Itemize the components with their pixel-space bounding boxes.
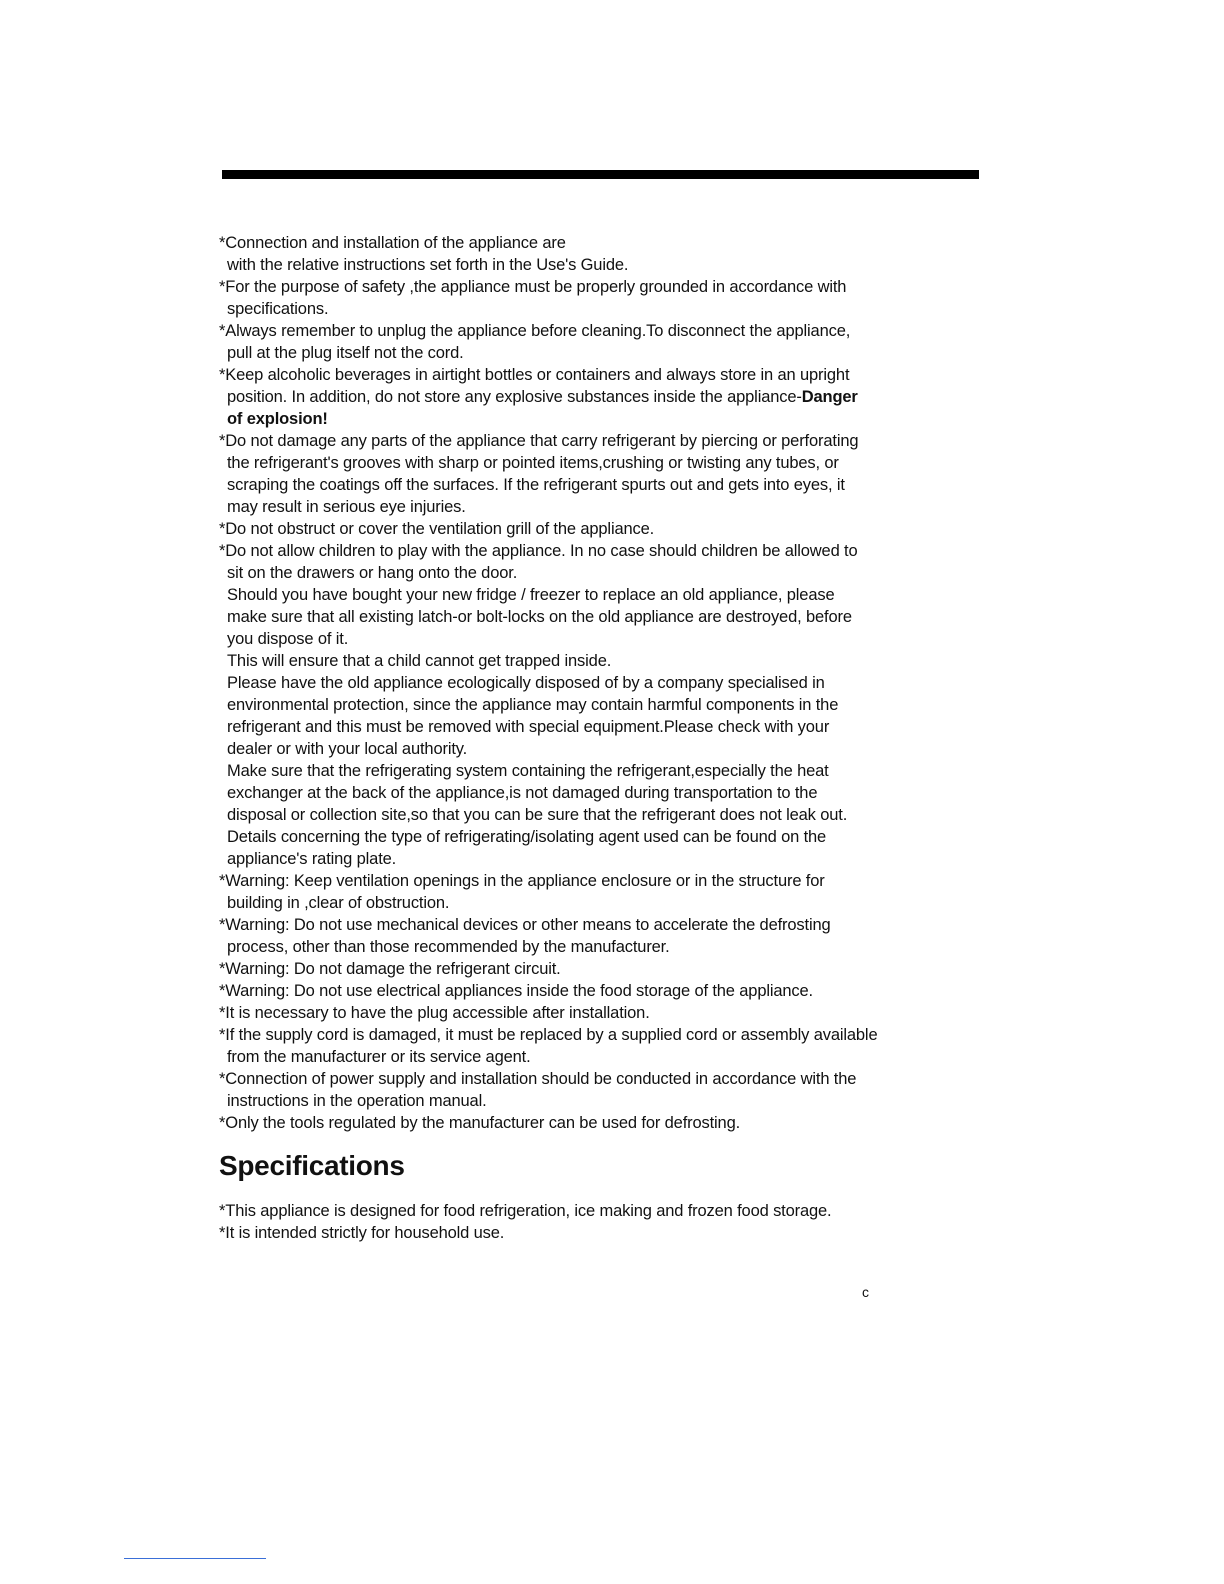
text-line: Should you have bought your new fridge / freezer to replace an old appliance, please: [227, 586, 835, 604]
text-line: Details concerning the type of refrigerating/isolating agent used can be found on the: [227, 828, 827, 846]
text-line: *Warning: Keep ventilation openings in the appliance enclosure or in the structure for: [219, 872, 825, 890]
text-line: *Warning: Do not use mechanical devices or other means to accelerate the defrosting: [219, 916, 831, 934]
text-line: specifications.: [227, 300, 329, 318]
text-line: make sure that all existing latch-or bolt-locks on the old appliance are destroyed, before: [227, 608, 852, 626]
text-line: *Connection of power supply and installation should be conducted in accordance with the: [219, 1070, 857, 1088]
text-line: *For the purpose of safety ,the appliance must be properly grounded in accordance with: [219, 278, 847, 296]
text-line: dealer or with your local authority.: [227, 740, 468, 758]
text-line: Please have the old appliance ecologically disposed of by a company specialised in: [227, 674, 825, 692]
text-line: from the manufacturer or its service agent.: [227, 1048, 531, 1066]
danger-warning: of explosion!: [227, 410, 328, 428]
text-line: exchanger at the back of the appliance,is not damaged during transportation to the: [227, 784, 818, 802]
text-line: pull at the plug itself not the cord.: [227, 344, 464, 362]
section-heading: Specifications: [219, 1150, 405, 1181]
text-line: *Only the tools regulated by the manufacturer can be used for defrosting.: [219, 1114, 741, 1132]
text-line: *Always remember to unplug the appliance before cleaning.To disconnect the appliance,: [219, 322, 851, 340]
text-line: *Connection and installation of the appliance are: [219, 234, 566, 252]
top-rule: [222, 170, 979, 179]
text-line: building in ,clear of obstruction.: [227, 894, 450, 912]
text-line: the refrigerant's grooves with sharp or pointed items,crushing or twisting any tubes, or: [227, 454, 839, 472]
text-line: sit on the drawers or hang onto the door.: [227, 564, 518, 582]
text-line: scraping the coatings off the surfaces. If the refrigerant spurts out and gets into eyes, it: [227, 476, 845, 494]
text-line: [219, 386, 879, 408]
text-line: *Do not obstruct or cover the ventilation grill of the appliance.: [219, 520, 655, 538]
text-line: refrigerant and this must be removed with special equipment.Please check with your: [227, 718, 830, 736]
text-line: you dispose of it.: [227, 630, 349, 648]
text-line: Make sure that the refrigerating system containing the refrigerant,especially the heat: [227, 762, 829, 780]
text-line: *If the supply cord is damaged, it must be replaced by a supplied cord or assembly available: [219, 1026, 878, 1044]
text-line: appliance's rating plate.: [227, 850, 397, 868]
document-body: [219, 232, 879, 1244]
text-line: *Do not damage any parts of the appliance that carry refrigerant by piercing or perforating: [219, 432, 859, 450]
text-line: *Warning: Do not use electrical appliances inside the food storage of the appliance.: [219, 982, 813, 1000]
text-segment: position. In addition, do not store any explosive substances inside the appliance-: [227, 388, 802, 406]
text-line: *Keep alcoholic beverages in airtight bottles or containers and always store in an upright: [219, 366, 850, 384]
text-line: *This appliance is designed for food refrigeration, ice making and frozen food storage.: [219, 1202, 832, 1220]
text-line: environmental protection, since the appliance may contain harmful components in the: [227, 696, 839, 714]
text-line: *Warning: Do not damage the refrigerant circuit.: [219, 960, 561, 978]
text-line: disposal or collection site,so that you can be sure that the refrigerant does not leak out.: [227, 806, 848, 824]
danger-warning: Danger: [801, 388, 858, 406]
text-line: *Do not allow children to play with the appliance. In no case should children be allowed to: [219, 542, 858, 560]
text-line: *It is necessary to have the plug accessible after installation.: [219, 1004, 650, 1022]
text-line: This will ensure that a child cannot get trapped inside.: [227, 652, 612, 670]
bottom-rule: [124, 1558, 266, 1559]
text-line: instructions in the operation manual.: [227, 1092, 487, 1110]
text-line: *It is intended strictly for household use.: [219, 1224, 505, 1242]
text-line: process, other than those recommended by the manufacturer.: [227, 938, 670, 956]
text-line: with the relative instructions set forth in the Use's Guide.: [227, 256, 629, 274]
text-line: may result in serious eye injuries.: [227, 498, 466, 516]
page-mark: c: [862, 1284, 869, 1300]
